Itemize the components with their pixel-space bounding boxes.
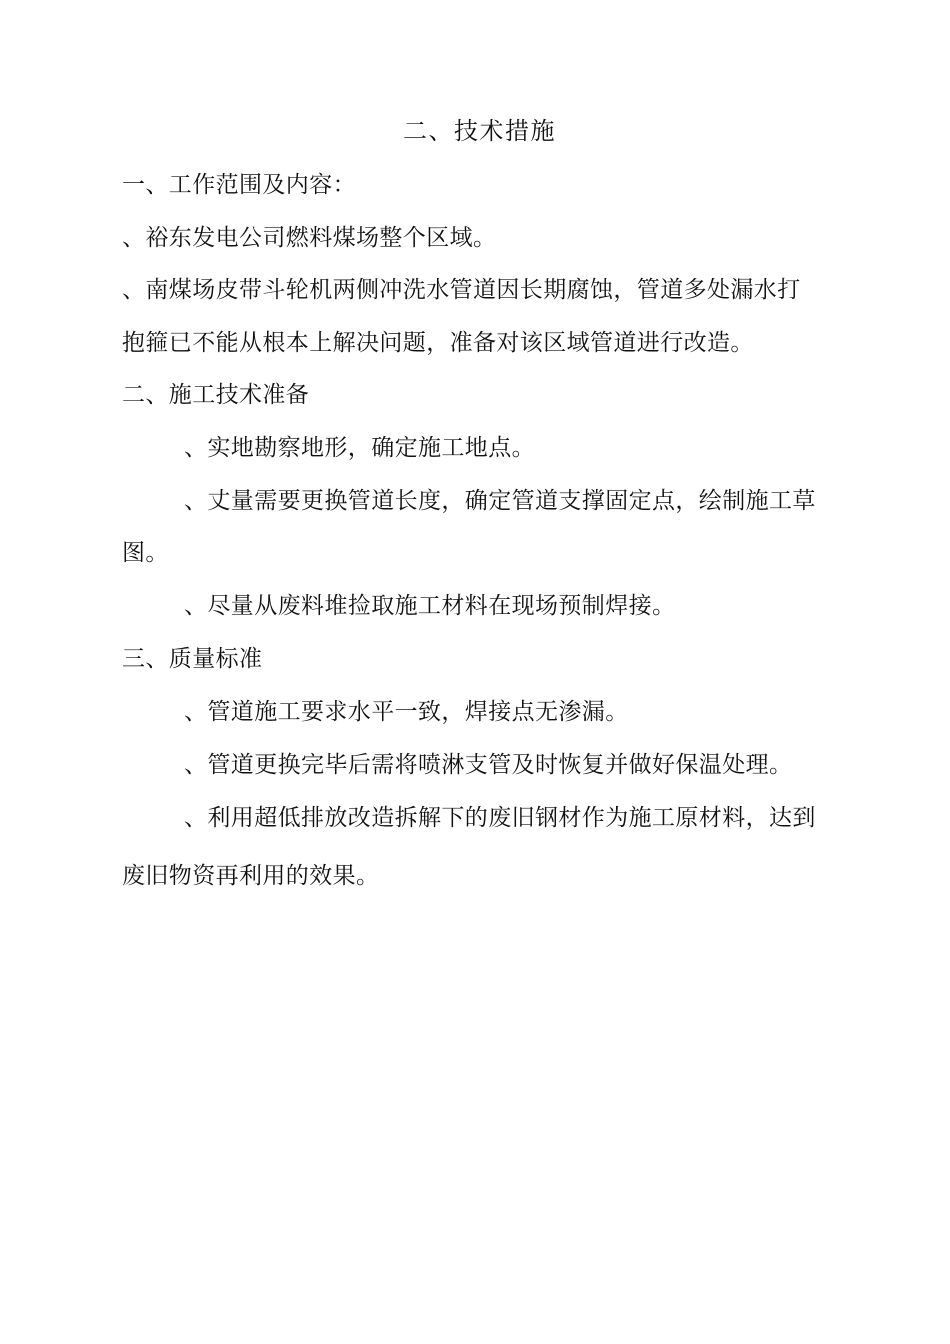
section-3-item-3-line-2: 废旧物资再利用的效果。 <box>122 863 380 889</box>
section-1-item-2-line-1: 、南煤场皮带斗轮机两侧冲洗水管道因长期腐蚀，管道多处漏水打 <box>122 277 801 303</box>
section-1-item-2-line-2: 抱箍已不能从根本上解决问题，准备对该区域管道进行改造。 <box>122 330 754 356</box>
section-1-item-1: 、裕东发电公司燃料煤场整个区域。 <box>122 225 497 251</box>
section-2-item-3: 、尽量从废料堆捡取施工材料在现场预制焊接。 <box>184 593 676 619</box>
section-2-heading: 二、施工技术准备 <box>122 382 310 408</box>
section-1-heading: 一、工作范围及内容： <box>122 172 356 198</box>
section-2-item-2-line-1: 、丈量需要更换管道长度，确定管道支撑固定点，绘制施工草 <box>184 488 816 514</box>
section-3-heading: 三、质量标准 <box>122 646 263 672</box>
section-2-item-2-line-2: 图。 <box>122 540 169 566</box>
document-title: 二、技术措施 <box>403 117 556 145</box>
section-3-item-3-line-1: 、利用超低排放改造拆解下的废旧钢材作为施工原材料，达到 <box>184 805 816 831</box>
section-3-item-1: 、管道施工要求水平一致，焊接点无渗漏。 <box>184 699 629 725</box>
section-2-item-1: 、实地勘察地形，确定施工地点。 <box>184 435 535 461</box>
section-3-item-2: 、管道更换完毕后需将喷淋支管及时恢复并做好保温处理。 <box>184 752 793 778</box>
